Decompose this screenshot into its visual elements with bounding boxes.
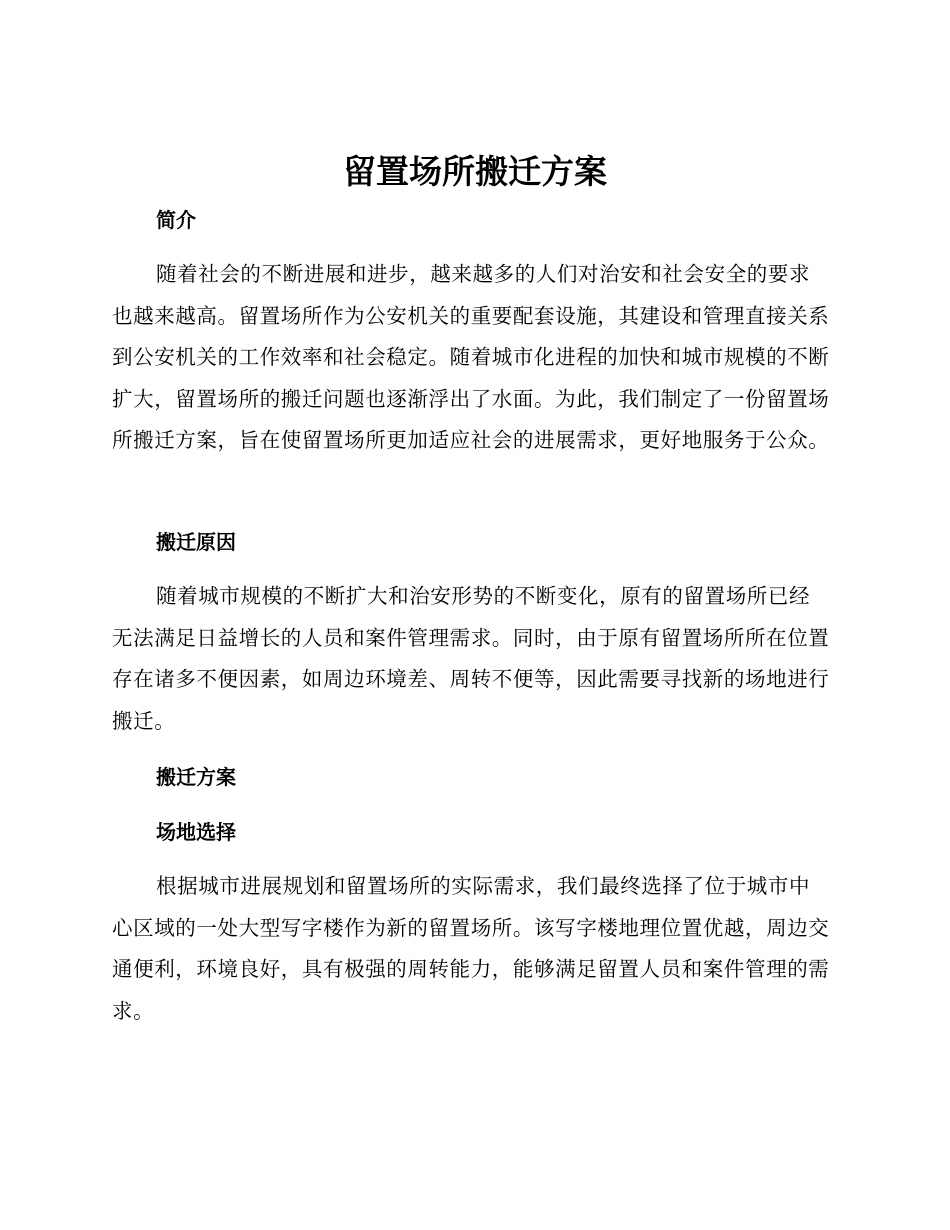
section-paragraph-site: 根据城市进展规划和留置场所的实际需求，我们最终选择了位于城市中心区域的一处大型写字楼作为新的留置场所。该写字楼地理位置优越，周边交通便利，环境良好，具有极强的周转能力，能够满足留置人员和案件管理的需求。 (112, 874, 830, 1023)
section-heading-intro: 简介 (156, 208, 196, 232)
section-heading-plan: 搬迁方案 (156, 765, 236, 789)
section-heading-site: 场地选择 (156, 820, 236, 844)
document-title: 留置场所搬迁方案 (343, 152, 607, 191)
section-paragraph-reason: 随着城市规模的不断扩大和治安形势的不断变化，原有的留置场所已经无法满足日益增长的人员和案件管理需求。同时，由于原有留置场所所在位置存在诸多不便因素，如周边环境差、周转不便等，因此需要寻找新的场地进行搬迁。 (112, 584, 830, 733)
section-heading-reason: 搬迁原因 (156, 530, 236, 554)
section-paragraph-intro: 随着社会的不断进展和进步，越来越多的人们对治安和社会安全的要求也越来越高。留置场所作为公安机关的重要配套设施，其建设和管理直接关系到公安机关的工作效率和社会稳定。随着城市化进程的加快和城市规模的不断扩大，留置场所的搬迁问题也逐渐浮出了水面。为此，我们制定了一份留置场所搬迁方案，旨在使留置场所更加适应社会的进展需求，更好地服务于公众。 (112, 262, 830, 452)
